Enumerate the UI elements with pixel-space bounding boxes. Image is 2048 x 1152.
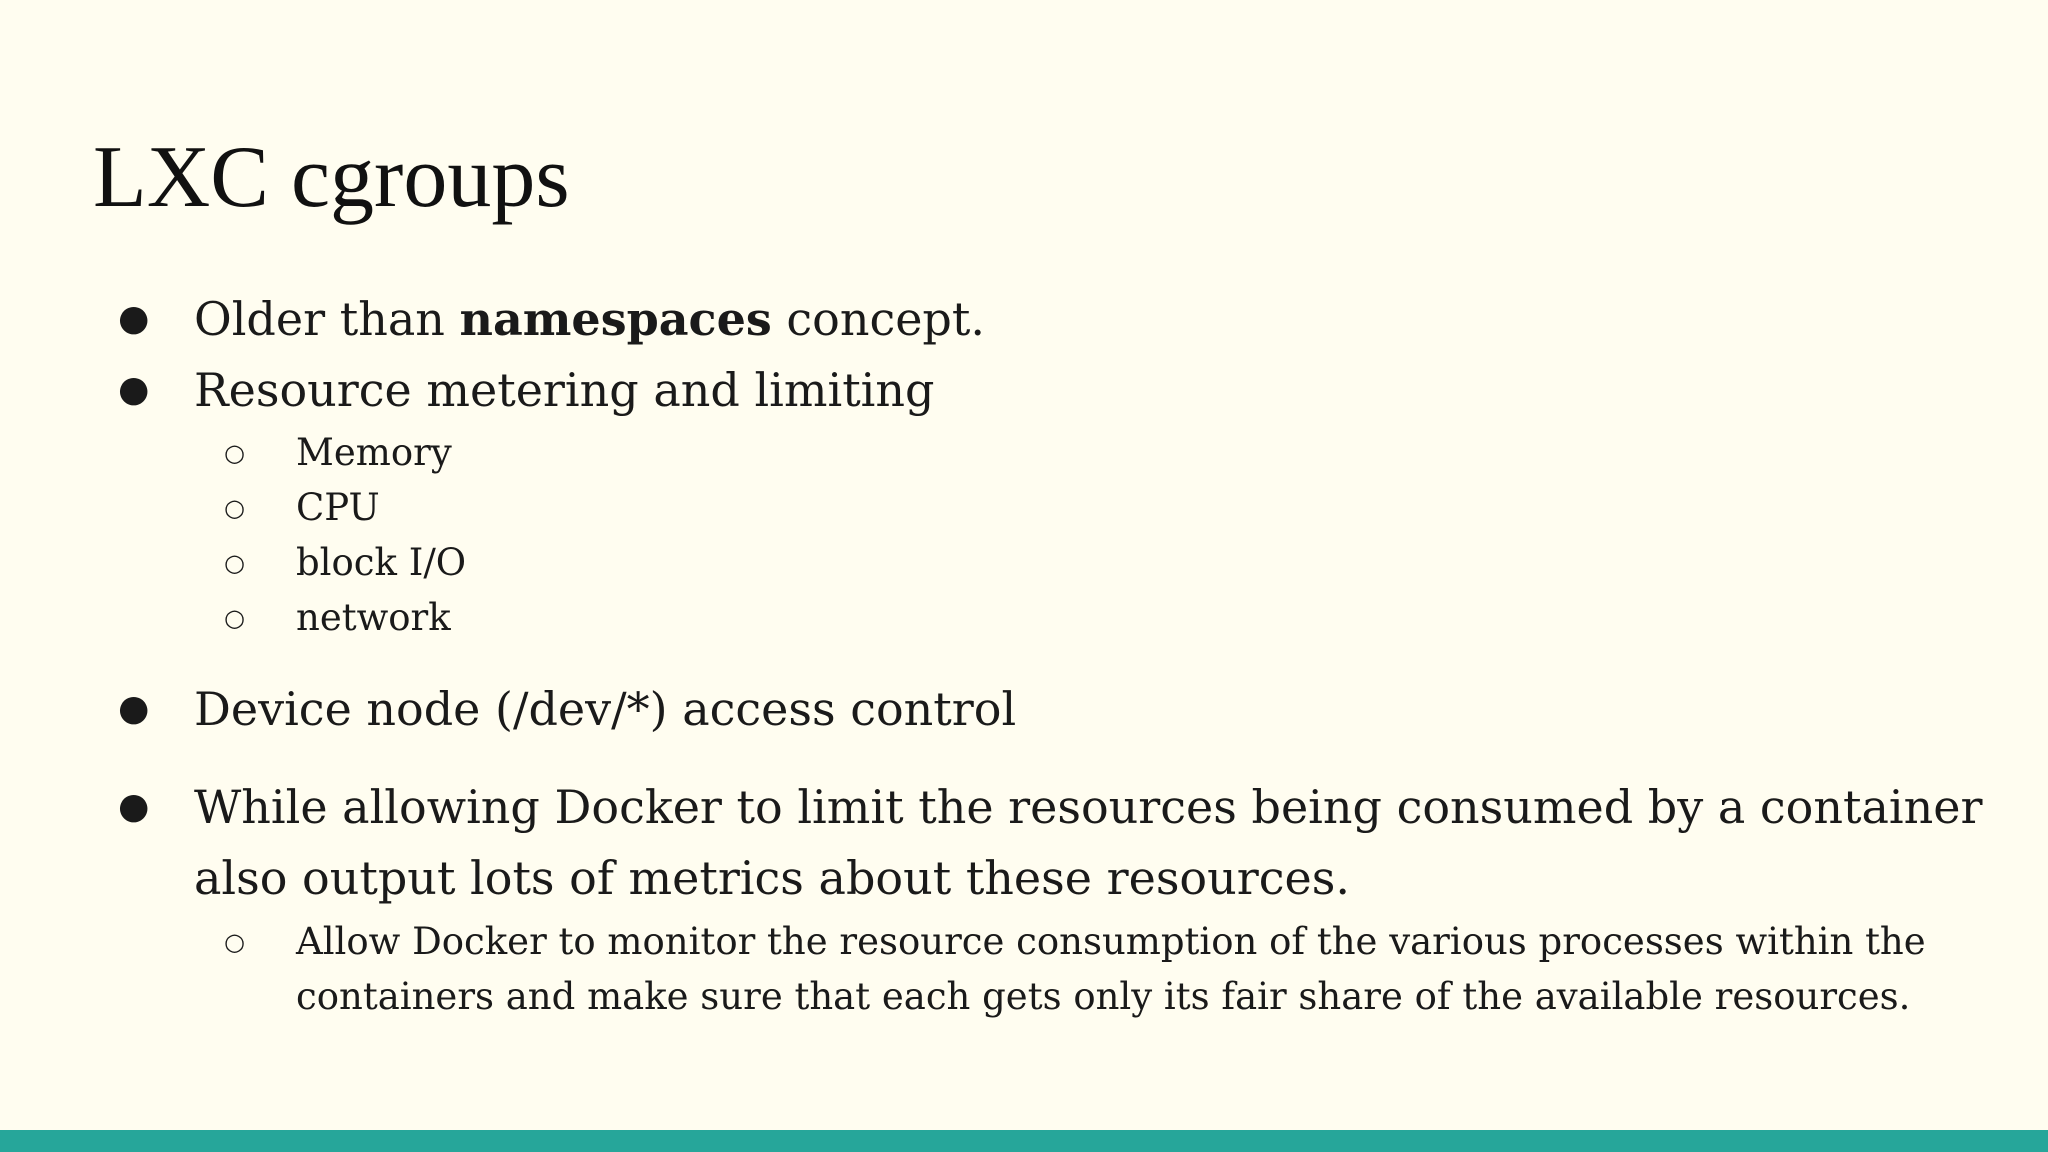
- bullet-disc-icon: ●: [118, 298, 150, 339]
- sub-bullet-network: network: [296, 596, 451, 639]
- bullet-circle-icon: ○: [224, 549, 245, 577]
- bullet-text-post: concept.: [771, 292, 985, 346]
- bullet-text-bold: namespaces: [459, 292, 772, 346]
- bullet-circle-icon: ○: [224, 494, 245, 522]
- bullet-circle-icon: ○: [224, 928, 245, 956]
- bullet-disc-icon: ●: [118, 786, 150, 827]
- bullet-older-than-namespaces: [194, 284, 985, 354]
- sub-bullet-monitor-line1: Allow Docker to monitor the resource consumption of the various processes within the: [296, 920, 1926, 963]
- bullet-disc-icon: ●: [118, 688, 150, 729]
- bullet-device-node-access: Device node (/dev/*) access control: [194, 682, 1017, 736]
- bullet-circle-icon: ○: [224, 604, 245, 632]
- footer-accent-bar: [0, 1130, 2048, 1152]
- slide-title: LXC cgroups: [93, 129, 570, 226]
- bullet-circle-icon: ○: [224, 439, 245, 467]
- bullet-docker-limit-line2: also output lots of metrics about these resources.: [194, 851, 1350, 905]
- bullet-text-pre: Older than: [194, 292, 460, 346]
- sub-bullet-memory: Memory: [296, 431, 452, 474]
- sub-bullet-block-io: block I/O: [296, 541, 467, 584]
- sub-bullet-cpu: CPU: [296, 486, 380, 529]
- bullet-disc-icon: ●: [118, 369, 150, 410]
- sub-bullet-monitor-line2: containers and make sure that each gets only its fair share of the available resources.: [296, 975, 1911, 1018]
- bullet-docker-limit-line1: While allowing Docker to limit the resources being consumed by a container: [194, 780, 1983, 834]
- bullet-resource-metering: Resource metering and limiting: [194, 363, 935, 417]
